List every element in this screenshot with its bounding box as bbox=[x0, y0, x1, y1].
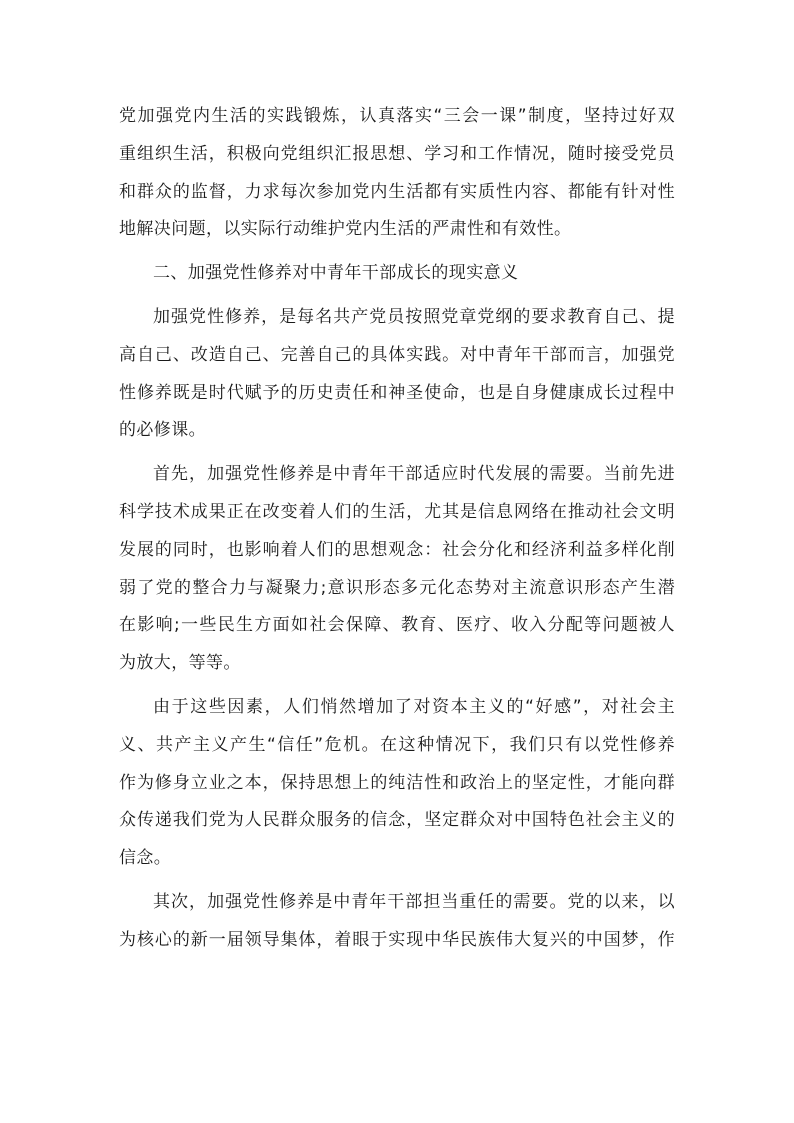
text-line: 科学技术成果正在改变着人们的生活，尤其是信息网络在推动社会文明 bbox=[119, 501, 675, 522]
text-line: 作为修身立业之本，保持思想上的纯洁性和政治上的坚定性，才能向群 bbox=[119, 772, 675, 793]
text-line: 加强党性修养，是每名共产党员按照党章党纲的要求教育自己、提 bbox=[153, 306, 675, 327]
text-line: 性修养既是时代赋予的历史责任和神圣使命，也是自身健康成长过程中 bbox=[119, 382, 675, 403]
text-line: 为核心的新一届领导集体，着眼于实现中华民族伟大复兴的中国梦，作 bbox=[119, 929, 675, 950]
text-line: 高自己、改造自己、完善自己的具体实践。对中青年干部而言，加强党 bbox=[119, 344, 675, 365]
text-line: 弱了党的整合力与凝聚力;意识形态多元化态势对主流意识形态产生潜 bbox=[119, 577, 675, 598]
text-line: 为放大，等等。 bbox=[119, 653, 241, 674]
section-heading bbox=[119, 255, 675, 293]
text-line: 首先，加强党性修养是中青年干部适应时代发展的需要。当前先进 bbox=[153, 464, 675, 485]
text-line: 在影响;一些民生方面如社会保障、教育、医疗、收入分配等问题被人 bbox=[119, 615, 675, 636]
paragraph-3 bbox=[119, 299, 675, 450]
text-line: 的必修课。 bbox=[119, 420, 206, 441]
text-line: 发展的同时，也影响着人们的思想观念：社会分化和经济利益多样化削 bbox=[119, 539, 675, 560]
text-line: 信念。 bbox=[119, 848, 172, 869]
paragraph-1 bbox=[119, 98, 675, 249]
text-line: 重组织生活，积极向党组织汇报思想、学习和工作情况，随时接受党员 bbox=[119, 143, 675, 164]
text-line: 党加强党内生活的实践锻炼，认真落实“三会一课”制度，坚持过好双 bbox=[119, 106, 675, 126]
text-line: 众传递我们党为人民群众服务的信念，坚定群众对中国特色社会主义的 bbox=[119, 810, 675, 831]
text-line: 地解决问题，以实际行动维护党内生活的严肃性和有效性。 bbox=[119, 219, 572, 240]
text-line: 和群众的监督，力求每次参加党内生活都有实质性内容、都能有针对性 bbox=[119, 181, 675, 202]
text-line: 义、共产主义产生“信任”危机。在这种情况下，我们只有以党性修养 bbox=[119, 734, 675, 755]
text-line: 由于这些因素，人们悄然增加了对资本主义的“好感”，对社会主 bbox=[153, 696, 675, 717]
text-line: 其次，加强党性修养是中青年干部担当重任的需要。党的以来，以 bbox=[153, 891, 675, 912]
paragraph-6 bbox=[119, 884, 675, 960]
paragraph-4 bbox=[119, 456, 675, 683]
heading-text: 二、加强党性修养对中青年干部成长的现实意义 bbox=[153, 263, 519, 284]
document-body bbox=[119, 98, 675, 966]
paragraph-5 bbox=[119, 689, 675, 878]
